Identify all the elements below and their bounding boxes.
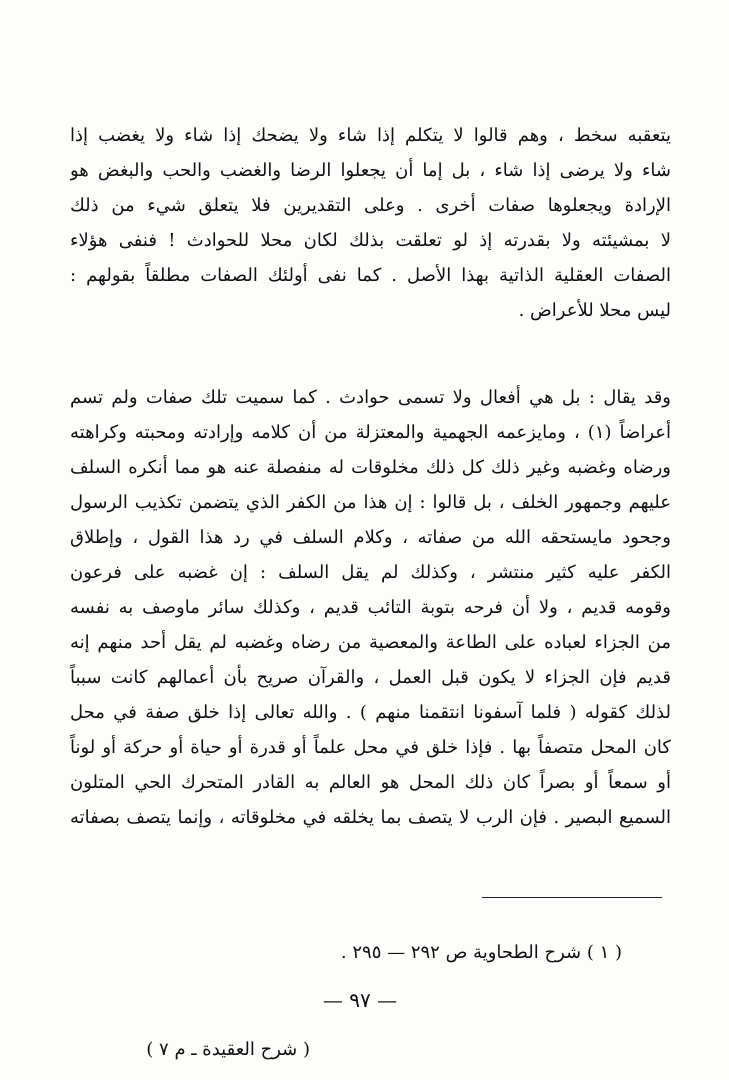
text-line: أعراضاً (١) ، ومايزعمه الجهمية والمعتزلة من أن كلامه وإرادته ومحبته وكراهته bbox=[70, 422, 671, 443]
text-line: قديم فإن الجزاء لا يكون قبل العمل ، والقرآن صريح بأن أعمالهم كانت سبباً bbox=[70, 667, 671, 688]
text-line: يتعقبه سخط ، وهم قالوا لا يتكلم إذا شاء ولا يضحك إذا شاء ولا يغضب إذا bbox=[70, 125, 671, 146]
paragraph-2 bbox=[70, 380, 671, 835]
text-line: من الجزاء لعباده على الطاعة والمعصية من رضاه وغضبه لم يقل أحد منهم إنه bbox=[70, 632, 671, 653]
footnote-divider bbox=[482, 897, 662, 898]
text-line: كان المحل متصفاً بها . فإذا خلق في محل علماً أو قدرة أو حياة أو حركة أو لوناً bbox=[70, 737, 671, 758]
text-line: وجحود مايستحقه الله من صفاته ، وكلام السلف في رد هذا القول ، وإطلاق bbox=[70, 527, 671, 548]
text-line: أو سمعاً أو بصراً كان ذلك المحل هو العالم به القادر المتحرك الحي المتلون bbox=[70, 772, 671, 793]
text-line: وقد يقال : بل هي أفعال ولا تسمى حوادث . كما سميت تلك صفات ولم تسم bbox=[70, 387, 671, 408]
text-line: ورضاه وغضبه وغير ذلك كل ذلك مخلوقات له منفصلة عنه هو مما أنكره السلف bbox=[70, 457, 671, 478]
text-line: الكفر عليه كثير منتشر ، وكذلك لم يقل السلف : إن غضبه على فرعون bbox=[70, 562, 671, 583]
text-line: السميع البصير . فإن الرب لا يتصف بما يخلقه في مخلوقاته ، وإنما يتصف بصفاته bbox=[70, 807, 671, 828]
printer-signature: ( شرح العقيدة ـ م ٧ ) bbox=[146, 1039, 310, 1060]
text-line: الصفات العقلية الذاتية بهذا الأصل . كما نفى أولئك الصفات مطلقاً بقولهم : bbox=[70, 265, 671, 286]
text-line: شاء ولا يرضى إذا شاء ، بل إما أن يجعلوا الرضا والغضب والحب والبغض هو bbox=[70, 160, 671, 181]
text-line: عليهم وجمهور الخلف ، بل قالوا : إن هذا من الكفر الذي يتضمن تكذيب الرسول bbox=[70, 492, 671, 513]
text-line: الإرادة ويجعلوها صفات أخرى . وعلى التقديرين فلا يتعلق شيء من ذلك bbox=[70, 195, 671, 216]
text-line: ليس محلا للأعراض . bbox=[518, 300, 671, 321]
footnote: ( ١ ) شرح الطحاوية ص ٢٩٢ — ٢٩٥ . bbox=[340, 942, 622, 963]
paragraph-1 bbox=[70, 118, 671, 328]
text-line: لذلك كقوله ( فلما آسفونا انتقمنا منهم ) . والله تعالى إذا خلق صفة في محل bbox=[70, 702, 671, 723]
text-line: لا بمشيئته ولا بقدرته إذ لو تعلقت بذلك لكان محلا للحوادث ! فنفى هؤلاء bbox=[70, 230, 671, 251]
page-number: — ٩٧ — bbox=[322, 988, 398, 1012]
text-line: وقومه قديم ، ولا أن فرحه بتوبة التائب قديم ، وكذلك سائر ماوصف به نفسه bbox=[70, 597, 671, 618]
